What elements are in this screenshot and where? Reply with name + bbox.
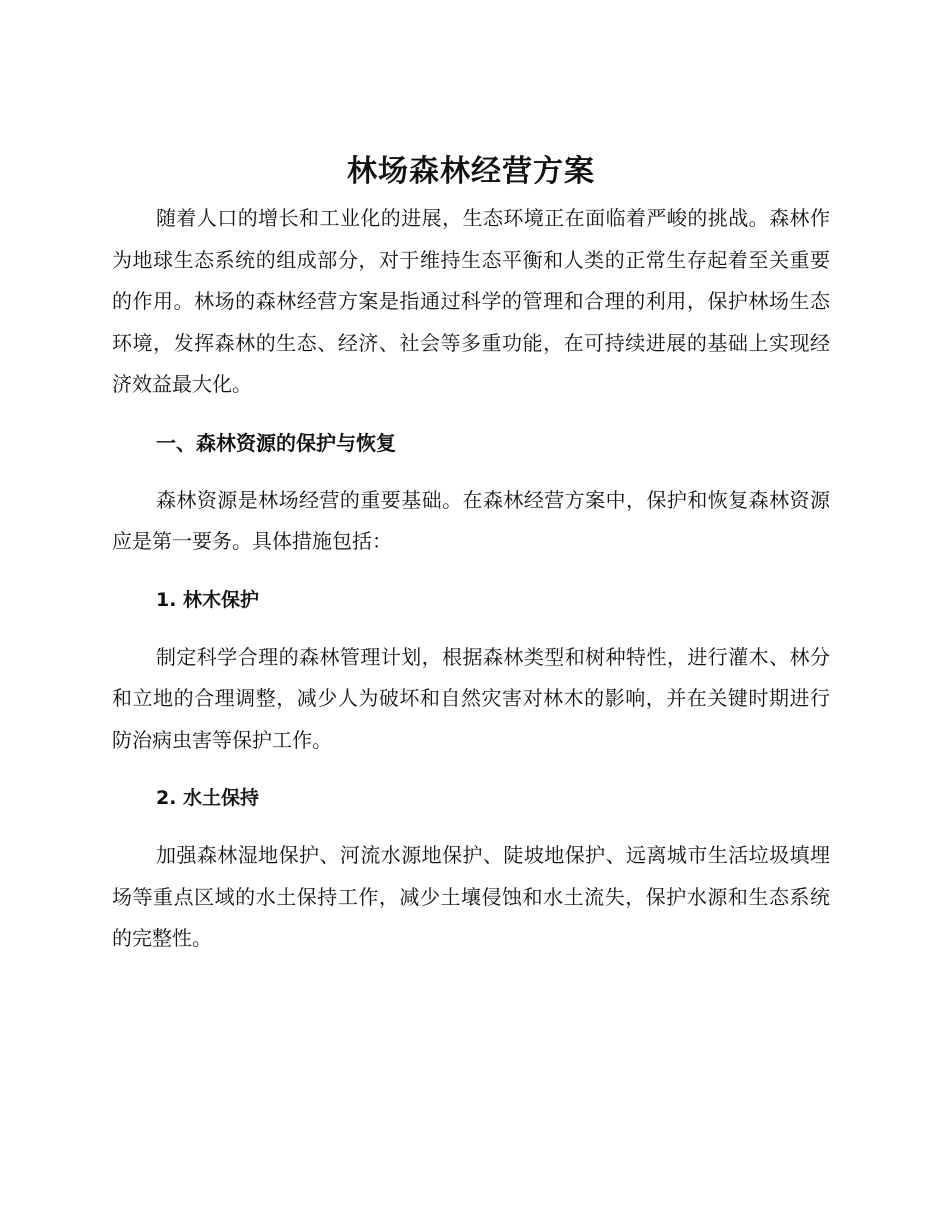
section-paragraph-resource-protection: 森林资源是林场经营的重要基础。在森林经营方案中，保护和恢复森林资源应是第一要务。具体措施包括： [112, 487, 830, 553]
section-heading-resource-protection: 一、森林资源的保护与恢复 [156, 430, 396, 455]
subsection-paragraph-soil-conservation: 加强森林湿地保护、河流水源地保护、陡坡地保护、远离城市生活垃圾填埋场等重点区域的水土保持工作，减少土壤侵蚀和水土流失，保护水源和生态系统的完整性。 [112, 843, 830, 950]
document-title: 林场森林经营方案 [347, 154, 595, 189]
document-page [112, 146, 830, 960]
subsection-heading-tree-protection: 1. 林木保护 [156, 588, 260, 611]
intro-paragraph: 随着人口的增长和工业化的进展，生态环境正在面临着严峻的挑战。森林作为地球生态系统的组成部分，对于维持生态平衡和人类的正常生存起着至关重要的作用。林场的森林经营方案是指通过科学的管理和合理的利用，保护林场生态环境，发挥森林的生态、经济、社会等多重功能，在可持续进展的基础上实现经济效益最大化。 [112, 206, 830, 396]
subsection-paragraph-tree-protection: 制定科学合理的森林管理计划，根据森林类型和树种特性，进行灌木、林分和立地的合理调整，减少人为破坏和自然灾害对林木的影响，并在关键时期进行防治病虫害等保护工作。 [112, 644, 830, 752]
subsection-heading-soil-conservation: 2. 水土保持 [156, 787, 260, 809]
